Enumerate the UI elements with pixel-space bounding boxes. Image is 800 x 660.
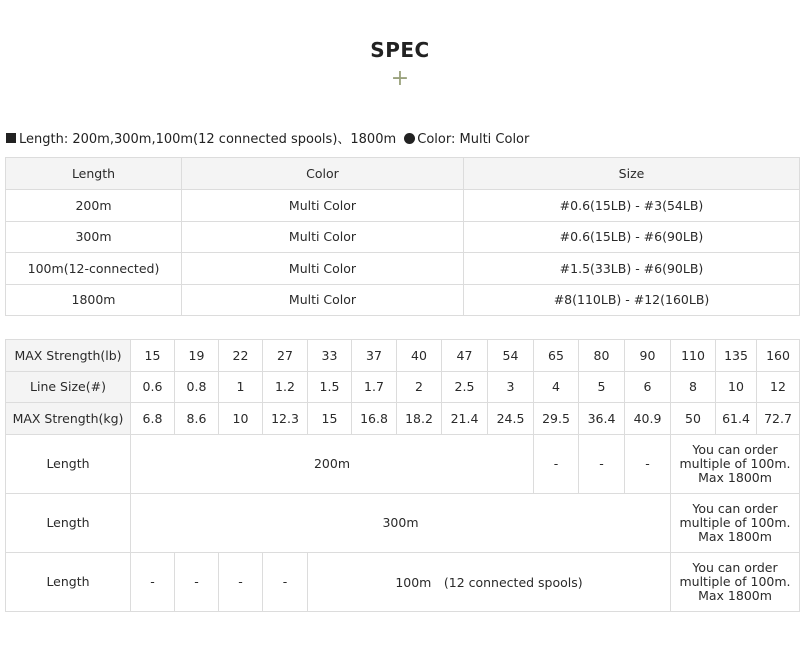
order-note-line: multiple of 100m. [679,573,791,589]
line-size-label: Line Size(#) [6,371,131,403]
strength-lb-cell: 110 [671,340,716,372]
square-bullet-icon [6,133,16,143]
strength-kg-cell: 36.4 [579,403,625,435]
strength-lb-row [6,340,800,372]
strength-lb-cell: 33 [308,340,352,372]
cell-length: 100m(12-connected) [6,253,182,285]
line-size-cell: 1.5 [308,371,352,403]
line-size-cell: 2 [397,371,442,403]
strength-kg-cell: 61.4 [716,403,757,435]
length-100-row [6,552,800,611]
line-size-cell: 12 [757,371,800,403]
strength-lb-cell: 160 [757,340,800,372]
strength-kg-cell: 18.2 [397,403,442,435]
dash-cell: - [534,434,579,493]
table-row [6,284,800,316]
order-note-line: You can order [692,559,778,575]
line-size-cell: 8 [671,371,716,403]
strength-lb-cell: 37 [352,340,397,372]
strength-kg-cell: 12.3 [263,403,308,435]
strength-kg-cell: 24.5 [488,403,534,435]
order-note-line: Max 1800m [698,528,772,544]
column-header-size: Size [464,158,800,190]
table-header-row [6,158,800,190]
cell-size: #8(110LB) - #12(160LB) [464,284,800,316]
order-note [671,493,800,552]
line-size-cell: 1.2 [263,371,308,403]
length-color-size-table [5,157,800,316]
strength-kg-cell: 15 [308,403,352,435]
strength-kg-cell: 16.8 [352,403,397,435]
strength-lb-cell: 135 [716,340,757,372]
length-summary: Length: 200m,300m,100m(12 connected spools)、1800m [19,132,397,147]
cell-size: #0.6(15LB) - #6(90LB) [464,221,800,253]
order-note-line: multiple of 100m. [679,514,791,530]
dash-cell: - [175,552,219,611]
dash-cell: - [579,434,625,493]
length-200-row [6,434,800,493]
strength-lb-cell: 47 [442,340,488,372]
line-size-cell: 5 [579,371,625,403]
cell-color: Multi Color [182,284,464,316]
table-row [6,221,800,253]
color-summary: Color: Multi Color [417,132,530,147]
dash-cell: - [131,552,175,611]
strength-lb-cell: 40 [397,340,442,372]
length-100-span: 100m (12 connected spools) [308,552,671,611]
line-size-cell: 2.5 [442,371,488,403]
cell-length: 1800m [6,284,182,316]
cell-size: #0.6(15LB) - #3(54LB) [464,190,800,222]
order-note [671,552,800,611]
length-200-span: 200m [131,434,534,493]
line-size-cell: 6 [625,371,671,403]
strength-lb-cell: 19 [175,340,219,372]
line-size-cell: 0.6 [131,371,175,403]
dash-cell: - [625,434,671,493]
strength-kg-cell: 21.4 [442,403,488,435]
order-note-line: multiple of 100m. [679,455,791,471]
strength-lb-cell: 15 [131,340,175,372]
strength-kg-cell: 29.5 [534,403,579,435]
cell-color: Multi Color [182,253,464,285]
strength-size-table [5,339,800,612]
line-size-cell: 3 [488,371,534,403]
length-300-span: 300m [131,493,671,552]
order-note-line: Max 1800m [698,469,772,485]
length-label: Length [6,434,131,493]
strength-kg-cell: 10 [219,403,263,435]
strength-kg-cell: 40.9 [625,403,671,435]
dash-cell: - [219,552,263,611]
page-title: SPEC [370,38,430,62]
cell-length: 200m [6,190,182,222]
column-header-length: Length [6,158,182,190]
cell-color: Multi Color [182,190,464,222]
order-note [671,434,800,493]
strength-kg-cell: 6.8 [131,403,175,435]
strength-kg-cell: 50 [671,403,716,435]
length-300-row [6,493,800,552]
strength-kg-row [6,403,800,435]
column-header-color: Color [182,158,464,190]
line-size-cell: 1.7 [352,371,397,403]
table-row [6,253,800,285]
line-size-cell: 10 [716,371,757,403]
cell-length: 300m [6,221,182,253]
strength-kg-cell: 72.7 [757,403,800,435]
order-note-line: You can order [692,500,778,516]
strength-kg-label: MAX Strength(kg) [6,403,131,435]
spec-summary [6,128,529,147]
strength-lb-label: MAX Strength(lb) [6,340,131,372]
table-row [6,190,800,222]
line-size-cell: 0.8 [175,371,219,403]
cell-size: #1.5(33LB) - #6(90LB) [464,253,800,285]
line-size-row [6,371,800,403]
length-label: Length [6,552,131,611]
cell-color: Multi Color [182,221,464,253]
strength-lb-cell: 54 [488,340,534,372]
strength-lb-cell: 65 [534,340,579,372]
strength-lb-cell: 27 [263,340,308,372]
dash-cell: - [263,552,308,611]
strength-lb-cell: 80 [579,340,625,372]
plus-icon: + [390,66,410,91]
strength-lb-cell: 90 [625,340,671,372]
circle-bullet-icon [404,133,415,144]
strength-lb-cell: 22 [219,340,263,372]
order-note-line: Max 1800m [698,587,772,603]
strength-kg-cell: 8.6 [175,403,219,435]
order-note-line: You can order [692,441,778,457]
line-size-cell: 1 [219,371,263,403]
length-label: Length [6,493,131,552]
line-size-cell: 4 [534,371,579,403]
